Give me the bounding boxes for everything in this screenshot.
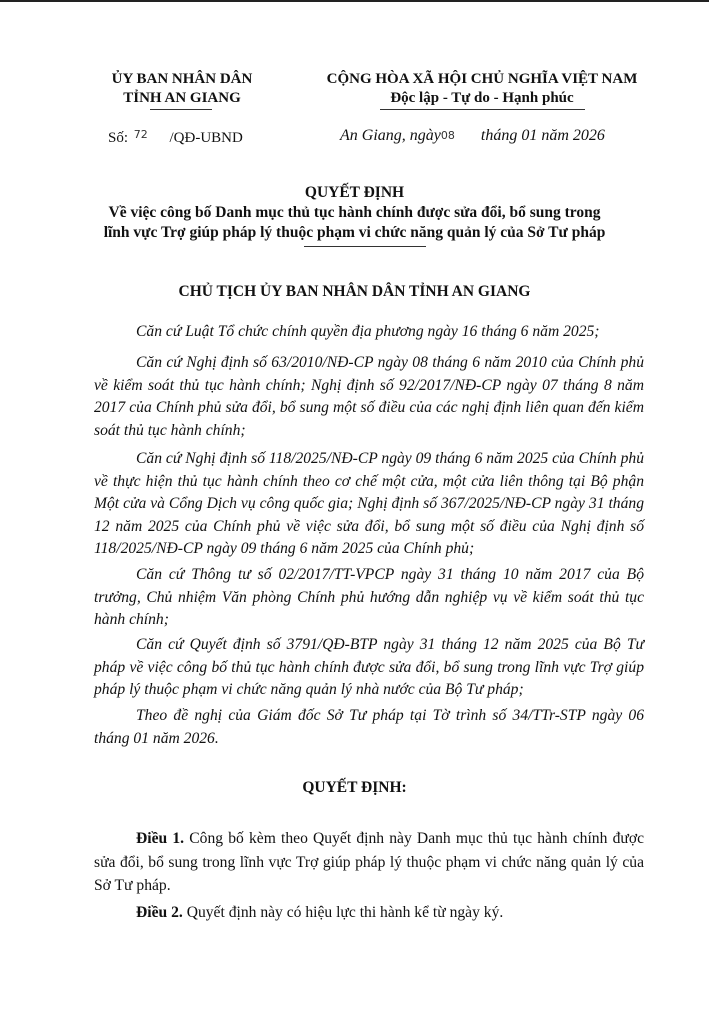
subject-line-1: Về việc công bố Danh mục thủ tục hành chính được sửa đổi, bổ sung trong xyxy=(108,204,601,221)
agency-block xyxy=(92,70,272,108)
agency-name: ỦY BAN NHÂN DÂN xyxy=(111,71,253,87)
preamble-item-4: Căn cứ Thông tư số 02/2017/TT-VPCP ngày 31 tháng 10 năm 2017 của Bộ trưởng, Chủ nhiệm Văn phòng Chính phủ hướng dẫn nghiệp vụ về kiểm soát thủ tục hành chính; xyxy=(94,566,644,628)
number-suffix: /QĐ-UBND xyxy=(169,130,243,146)
decision-heading: QUYẾT ĐỊNH: xyxy=(302,779,407,796)
document-title-block xyxy=(40,183,669,243)
date-prefix: An Giang, ngày xyxy=(340,127,441,144)
top-border xyxy=(0,0,709,2)
article-1 xyxy=(94,827,644,898)
title-underline xyxy=(304,246,426,247)
document-number xyxy=(108,130,243,147)
date-suffix: tháng 01 năm 2026 xyxy=(480,127,605,144)
subject-line-2: lĩnh vực Trợ giúp pháp lý thuộc phạm vi chức năng quản lý của Sở Tư pháp xyxy=(103,224,606,241)
preamble-item-6: Theo đề nghị của Giám đốc Sở Tư pháp tại Tờ trình số 34/TTr-STP ngày 06 tháng 01 năm 2026. xyxy=(94,707,644,747)
preamble-item-1: Căn cứ Luật Tổ chức chính quyền địa phương ngày 16 tháng 6 năm 2025; xyxy=(136,323,600,340)
article-2-label: Điều 2. xyxy=(136,904,183,921)
article-2 xyxy=(94,901,644,925)
nation-title: CỘNG HÒA XÃ HỘI CHỦ NGHĨA VIỆT NAM xyxy=(326,71,638,87)
article-1-text: Công bố kèm theo Quyết định này Danh mục thủ tục hành chính được sửa đổi, bổ sung trong lĩnh vực Trợ giúp pháp lý thuộc phạm vi chức năng quản lý của Sở Tư pháp. xyxy=(94,830,644,894)
agency-underline xyxy=(150,109,212,110)
date-day-handwritten: 08 xyxy=(440,129,455,142)
agency-province: TỈNH AN GIANG xyxy=(123,90,241,106)
nation-motto: Độc lập - Tự do - Hạnh phúc xyxy=(390,90,574,106)
preamble-item-5: Căn cứ Quyết định số 3791/QĐ-BTP ngày 31 tháng 12 năm 2025 của Bộ Tư pháp về việc công bố thủ tục hành chính được sửa đổi, bổ sung trong lĩnh vực Trợ giúp pháp lý thuộc phạm vi chức năng quản lý nhà nước của Bộ Tư pháp; xyxy=(94,636,644,698)
article-2-text: Quyết định này có hiệu lực thi hành kể từ ngày ký. xyxy=(186,904,504,921)
article-1-label: Điều 1. xyxy=(136,830,185,847)
number-prefix: Số: xyxy=(108,130,129,146)
preamble-item-2: Căn cứ Nghị định số 63/2010/NĐ-CP ngày 08 tháng 6 năm 2010 của Chính phủ về kiểm soát thủ tục hành chính; Nghị định số 92/2017/NĐ-CP ngày 07 tháng 8 năm 2017 của Chính phủ sửa đổi, bổ sung một số điều của các nghị định liên quan đến kiểm soát thủ tục hành chính; xyxy=(94,354,644,439)
number-value-handwritten: 72 xyxy=(133,128,148,141)
motto-underline xyxy=(380,109,585,110)
document-title: QUYẾT ĐỊNH xyxy=(304,184,405,201)
nation-block xyxy=(312,70,652,108)
preamble-item-3: Căn cứ Nghị định số 118/2025/NĐ-CP ngày 09 tháng 6 năm 2025 của Chính phủ về thực hiện thủ tục hành chính theo cơ chế một cửa, một cửa liên thông tại Bộ phận Một cửa và Cổng Dịch vụ công quốc gia; Nghị định số 367/2025/NĐ-CP ngày 31 tháng 12 năm 2025 của Chính phủ về việc sửa đổi, bổ sung một số điều của Nghị định số 118/2025/NĐ-CP ngày 09 tháng 6 năm 2025 của Chính phủ; xyxy=(94,450,644,557)
issuer-heading: CHỦ TỊCH ỦY BAN NHÂN DÂN TỈNH AN GIANG xyxy=(178,283,531,300)
document-date xyxy=(340,127,605,145)
